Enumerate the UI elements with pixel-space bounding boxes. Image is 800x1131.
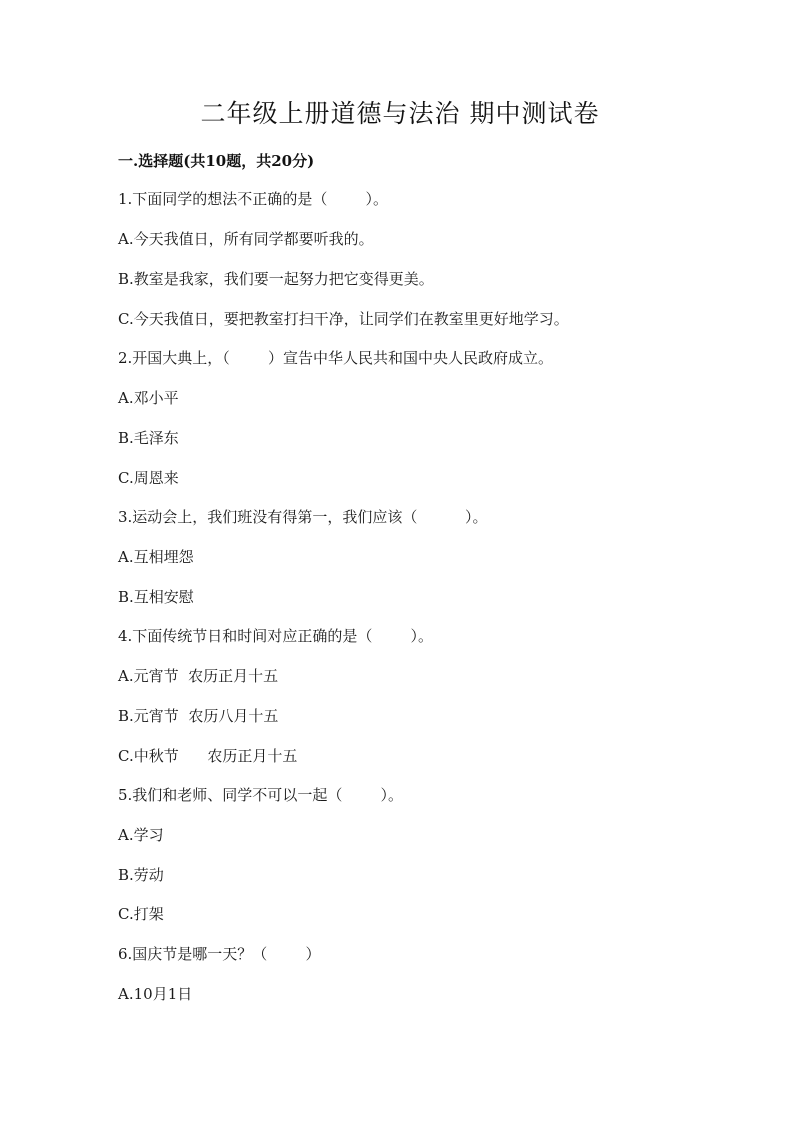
- question-3: 3.运动会上，我们班没有得第一，我们应该（ ）。: [118, 508, 488, 526]
- q3-option-a: A.互相埋怨: [118, 548, 194, 566]
- q2-option-c: C.周恩来: [118, 469, 179, 487]
- section-heading: 一.选择题(共10题，共20分): [118, 152, 315, 170]
- question-1: 1.下面同学的想法不正确的是（ ）。: [118, 190, 388, 208]
- question-2: 2.开国大典上，（ ）宣告中华人民共和国中央人民政府成立。: [118, 349, 553, 367]
- question-5: 5.我们和老师、同学不可以一起（ ）。: [118, 786, 403, 804]
- q5-option-b: B.劳动: [118, 866, 164, 884]
- question-4: 4.下面传统节日和时间对应正确的是（ ）。: [118, 627, 433, 645]
- q5-option-c: C.打架: [118, 905, 164, 923]
- q4-option-b: B.元宵节 农历八月十五: [118, 707, 279, 725]
- q6-option-a: A.10月1日: [118, 985, 193, 1003]
- question-6: 6.国庆节是哪一天？（ ）: [118, 945, 321, 963]
- q4-option-c: C.中秋节 农历正月十五: [118, 747, 298, 765]
- q2-option-b: B.毛泽东: [118, 429, 179, 447]
- q1-option-a: A.今天我值日，所有同学都要听我的。: [118, 230, 374, 248]
- q4-option-a: A.元宵节 农历正月十五: [118, 667, 279, 685]
- q5-option-a: A.学习: [118, 826, 164, 844]
- q3-option-b: B.互相安慰: [118, 588, 194, 606]
- q1-option-c: C.今天我值日，要把教室打扫干净，让同学们在教室里更好地学习。: [118, 310, 569, 328]
- page-title: 二年级上册道德与法治 期中测试卷: [200, 99, 600, 128]
- q2-option-a: A.邓小平: [118, 389, 179, 407]
- q1-option-b: B.教室是我家，我们要一起努力把它变得更美。: [118, 270, 434, 288]
